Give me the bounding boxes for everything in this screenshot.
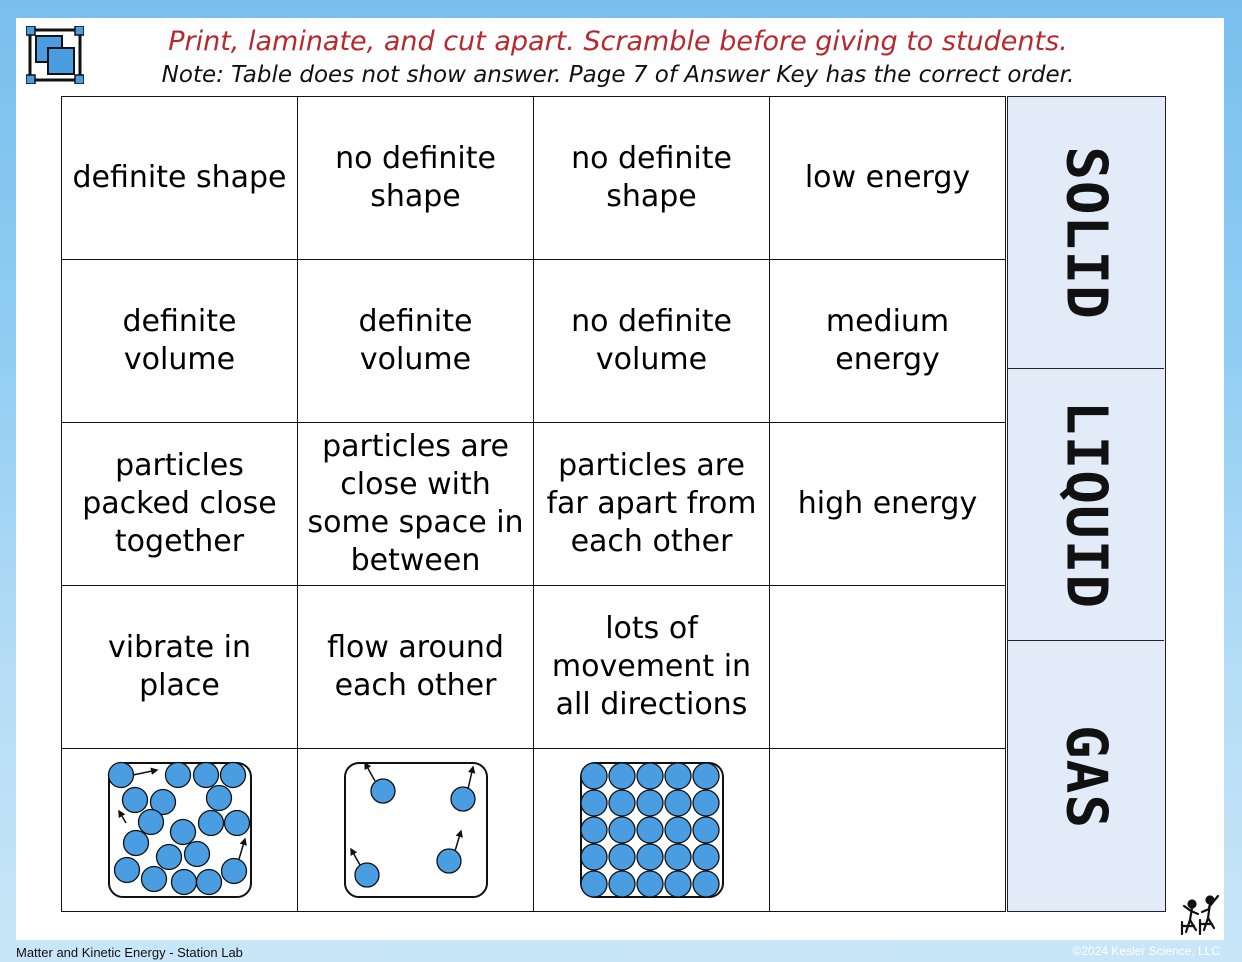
card-cell xyxy=(62,749,298,912)
particle xyxy=(206,786,231,811)
state-label: SOLID xyxy=(1053,145,1119,320)
particle xyxy=(665,790,691,816)
card-cell xyxy=(62,260,298,423)
card-cell xyxy=(770,97,1006,260)
particle xyxy=(665,871,691,897)
particle xyxy=(220,763,245,788)
table-row xyxy=(62,586,1006,749)
particle xyxy=(637,790,663,816)
card-text: particles are close with some space in between xyxy=(307,429,524,578)
card-text: medium energy xyxy=(825,304,950,377)
card-cell xyxy=(298,260,534,423)
card-text: definite volume xyxy=(358,304,473,377)
card-grid xyxy=(61,96,1006,912)
state-labels-panel xyxy=(1007,96,1166,912)
card-cell xyxy=(770,423,1006,586)
particle xyxy=(355,863,379,887)
card-text: no definite shape xyxy=(335,141,496,214)
table-row xyxy=(62,97,1006,260)
particle xyxy=(170,820,195,845)
card-text: high energy xyxy=(797,486,978,521)
table-row xyxy=(62,423,1006,586)
students-mascot-icon xyxy=(1178,892,1224,936)
particle xyxy=(156,845,181,870)
card-cell xyxy=(534,97,770,260)
card-text: definite shape xyxy=(72,160,287,195)
particle xyxy=(693,763,719,789)
particle xyxy=(693,844,719,870)
card-text: low energy xyxy=(804,160,971,195)
footer-copyright: ©2024 Kesler Science, LLC xyxy=(1072,944,1220,958)
card-cell xyxy=(62,97,298,260)
particle xyxy=(224,811,249,836)
table-row xyxy=(62,260,1006,423)
gas-particles-diagram xyxy=(343,761,489,899)
particle xyxy=(581,871,607,897)
particle xyxy=(693,790,719,816)
particle xyxy=(451,787,475,811)
particle xyxy=(693,871,719,897)
particle xyxy=(122,788,147,813)
card-text: vibrate in place xyxy=(108,630,251,703)
table-row xyxy=(62,749,1006,912)
particle xyxy=(581,790,607,816)
particle xyxy=(184,842,209,867)
particle xyxy=(165,763,190,788)
particle xyxy=(581,817,607,843)
particle xyxy=(693,817,719,843)
particle xyxy=(138,810,163,835)
card-cell xyxy=(62,586,298,749)
card-text: particles are far apart from each other xyxy=(546,448,757,559)
card-cell xyxy=(770,260,1006,423)
particle xyxy=(114,858,139,883)
state-card-gas xyxy=(1008,641,1164,913)
particle xyxy=(196,870,221,895)
solid-particles-diagram xyxy=(579,761,725,899)
particle xyxy=(141,867,166,892)
particle xyxy=(581,763,607,789)
particle xyxy=(609,844,635,870)
particle xyxy=(665,817,691,843)
particle xyxy=(171,870,196,895)
state-card-solid xyxy=(1008,97,1164,369)
card-cell xyxy=(770,586,1006,749)
particle xyxy=(581,844,607,870)
card-cell xyxy=(534,586,770,749)
liquid-particles-diagram xyxy=(107,761,253,899)
state-label: LIQUID xyxy=(1053,400,1119,609)
particle xyxy=(637,871,663,897)
particle xyxy=(198,811,223,836)
card-cell xyxy=(534,749,770,912)
particle xyxy=(665,763,691,789)
particle xyxy=(123,831,148,856)
card-cell xyxy=(298,423,534,586)
card-cell xyxy=(770,749,1006,912)
particle xyxy=(437,849,461,873)
particle xyxy=(371,779,395,803)
card-cell xyxy=(298,97,534,260)
particle xyxy=(609,763,635,789)
particle xyxy=(108,763,133,788)
card-cell xyxy=(62,423,298,586)
card-cell xyxy=(534,423,770,586)
particle xyxy=(637,817,663,843)
state-label: GAS xyxy=(1053,724,1119,830)
particle xyxy=(637,844,663,870)
card-text: flow around each other xyxy=(327,630,504,703)
state-card-liquid xyxy=(1008,369,1164,641)
card-cell xyxy=(298,749,534,912)
card-text: no definite volume xyxy=(571,304,732,377)
card-text: definite volume xyxy=(122,304,237,377)
particle xyxy=(665,844,691,870)
card-text: particles packed close together xyxy=(82,448,277,559)
particle xyxy=(609,871,635,897)
card-text: no definite shape xyxy=(571,141,732,214)
particle xyxy=(193,763,218,788)
card-text: lots of movement in all directions xyxy=(551,611,752,722)
card-cell xyxy=(534,260,770,423)
particle xyxy=(637,763,663,789)
card-cell xyxy=(298,586,534,749)
particle xyxy=(609,817,635,843)
footer-title: Matter and Kinetic Energy - Station Lab xyxy=(16,945,243,960)
instruction-text: Print, laminate, and cut apart. Scramble before giving to students. xyxy=(168,26,1068,57)
answer-key-note: Note: Table does not show answer. Page 7 of Answer Key has the correct order. xyxy=(161,62,1075,88)
particle xyxy=(609,790,635,816)
kesler-logo-icon xyxy=(26,26,84,84)
particle xyxy=(221,859,246,884)
